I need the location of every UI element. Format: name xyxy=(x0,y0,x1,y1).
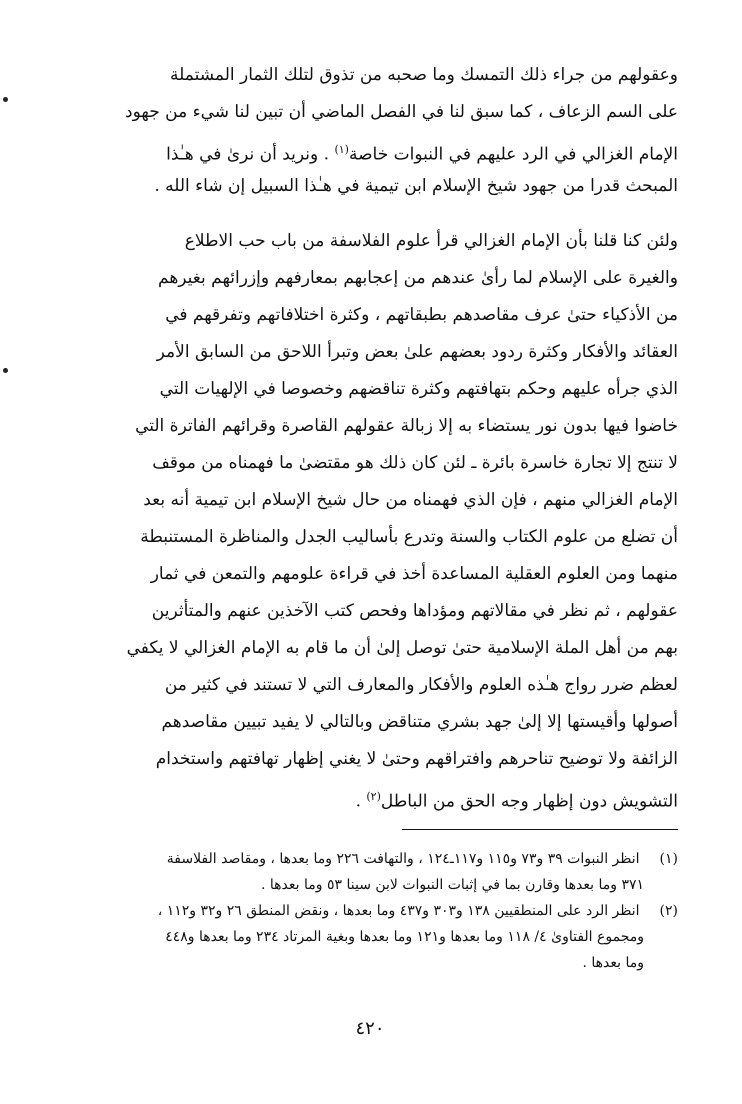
body-line-text: التشويش دون إظهار وجه الحق من الباطل xyxy=(380,791,678,812)
margin-mark xyxy=(3,97,8,102)
footnote-line: ٣٧١ وما بعدها وقارن بما في إثبات النبوات لابن سينا ٥٣ وما بعدها . xyxy=(261,877,644,893)
footnote-text: انظر الرد على المنطقيين ١٣٨ و٣٠٣ و٤٣٧ وما بعدها ، ونقض المنطق ٢٦ و٣٢ و١١٢ ، xyxy=(157,903,640,919)
body-line: وعقولهم من جراء ذلك التمسك وما صحبه من تذوق لتلك الثمار المشتملة xyxy=(170,65,678,85)
body-line: خاضوا فيها بدون نور يستضاء به إلا زبالة عقولهم القاصرة وقرائهم الفاترة التي xyxy=(135,416,678,436)
margin-mark xyxy=(3,368,8,373)
body-line: الذي جرأه عليهم وحكم بتهافتهم وكثرة تناقضهم وخصوصا في الإلهيات التي xyxy=(159,379,678,399)
paragraph-1 xyxy=(78,57,678,205)
body-line: عقولهم ، ثم نظر في مقالاتهم ومؤداها وفحص كتب الآخذين عنهم والمتأثرين xyxy=(151,601,678,621)
footnote-divider xyxy=(402,829,678,830)
body-line: الإمام الغزالي منهم ، فإن الذي فهمناه من حال شيخ الإسلام ابن تيمية أنه بعد xyxy=(143,490,678,510)
footnote-line: ومجموع الفتاوىٰ ٤/ ١١٨ وما بعدها و١٢١ وما بعدها وبغية المرتاد ٢٣٤ وما بعدها و٤٤٨ xyxy=(165,929,644,945)
footnote-ref: (١) xyxy=(334,143,349,156)
body-line: لا تنتج إلا تجارة خاسرة بائرة ـ لئن كان ذلك هو مقتضىٰ ما فهمناه من موقف xyxy=(152,453,678,473)
body-line: بهم من أهل الملة الإسلامية حتىٰ توصل إلىٰ أن ما قام به الإمام الغزالي لا يكفي xyxy=(126,638,678,658)
footnotes xyxy=(78,846,678,976)
footnote-line: وما بعدها . xyxy=(582,955,644,971)
body-line: على السم الزعاف ، كما سبق لنا في الفصل الماضي أن تبين لنا شيء من جهود xyxy=(125,102,678,122)
footnote-number: (٢) xyxy=(659,903,678,919)
body-line: أصولها وأقيستها إلا إلىٰ جهد بشري متناقض وبالتالي لا يفيد تبيين مقاصدهم xyxy=(161,712,678,732)
body-line: ولئن كنا قلنا بأن الإمام الغزالي قرأ علوم الفلاسفة من باب حب الاطلاع xyxy=(184,231,678,251)
body-line xyxy=(78,778,678,815)
footnote-line xyxy=(78,898,678,924)
footnote-ref: (٢) xyxy=(366,790,381,803)
body-line xyxy=(78,131,678,168)
body-line: لعظم ضرر رواج هـٰذه العلوم والأفكار والمعارف التي لا تستند في كثير من xyxy=(164,675,678,695)
body-line: المبحث قدرا من جهود شيخ الإسلام ابن تيمية في هـٰذا السبيل إن شاء الله . xyxy=(154,176,678,196)
body-line-text: الإمام الغزالي في الرد عليهم في النبوات خاصة xyxy=(348,144,678,165)
body-line: منهما ومن العلوم العقلية المساعدة أخذ في قراءة علومهم والتمعن في ثمار xyxy=(150,564,678,584)
body-line: الزائفة ولا توضيح تناحرهم وافتراقهم وحتىٰ لا يغني إظهار تهافتهم واستخدام xyxy=(155,749,678,769)
body-line: والغيرة على الإسلام لما رأىٰ عندهم من إعجابهم بمعارفهم وإزرائهم بغيرهم xyxy=(158,268,678,288)
footnote-line xyxy=(78,846,678,872)
page-number: ٤٢٠ xyxy=(355,1018,385,1039)
body-line-text: . ونريد أن نرىٰ في هـٰذا xyxy=(166,144,335,165)
footnote-number: (١) xyxy=(659,851,678,867)
body-line: العقائد والأفكار وكثرة ردود بعضهم علىٰ بعض وتبرأ اللاحق من السابق الأمر xyxy=(156,342,678,362)
footnote-text: انظر النبوات ٣٩ و٧٣ و١١٥ و١١٧ـ١٢٤ ، والتهافت ٢٢٦ وما بعدها ، ومقاصد الفلاسفة xyxy=(166,851,640,867)
body-line-text: . xyxy=(355,791,367,812)
body-line: أن تضلع من علوم الكتاب والسنة وتدرع بأساليب الجدل والمناظرة المستنبطة xyxy=(140,527,678,547)
body-line: من الأذكياء حتىٰ عرف مقاصدهم بطبقاتهم ، وكثرة اختلافاتهم وتفرقهم في xyxy=(165,305,678,325)
paragraph-2 xyxy=(78,223,678,815)
